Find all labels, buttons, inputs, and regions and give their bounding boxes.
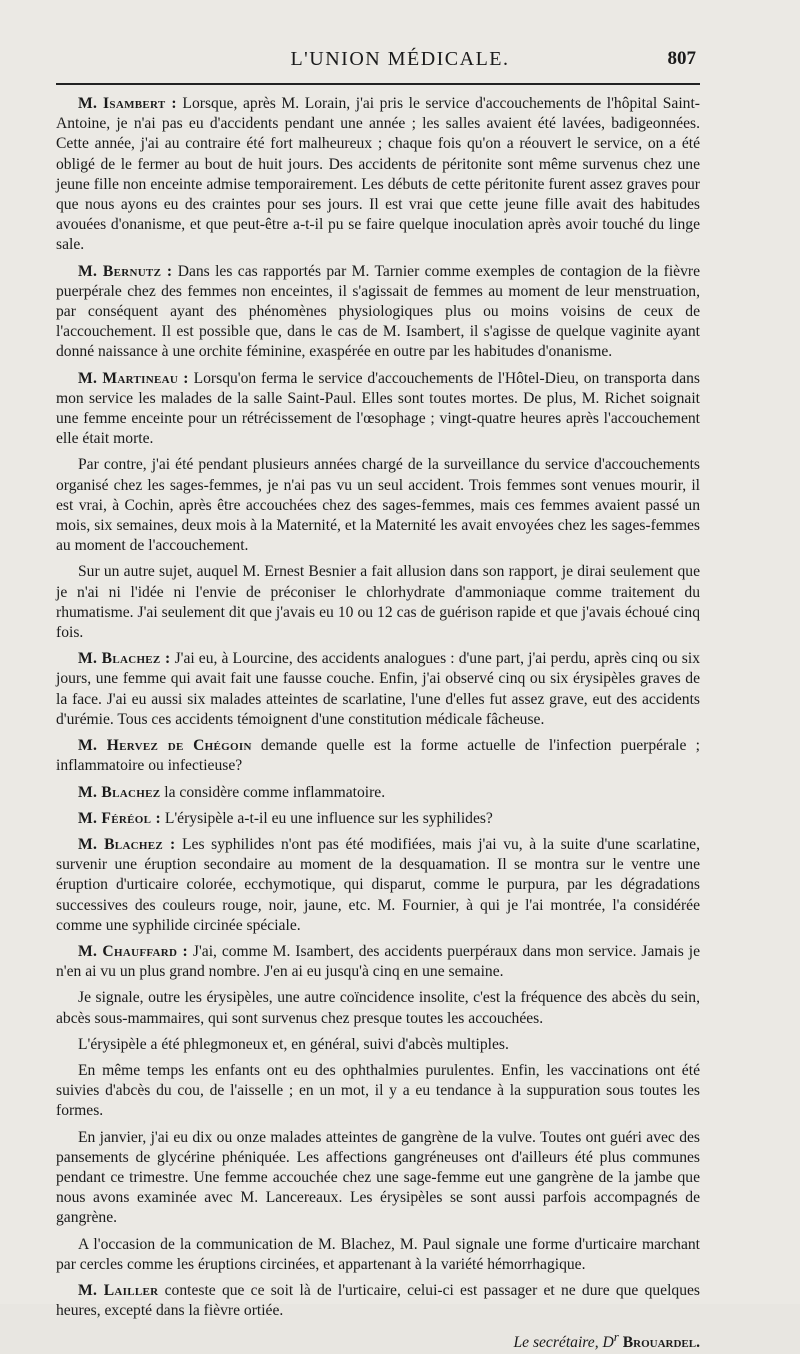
- speaker-name: M. Blachez: [78, 783, 161, 801]
- speaker-name: M. Chauffard :: [78, 942, 188, 960]
- paragraph: [56, 1128, 700, 1229]
- paragraph: [56, 1281, 700, 1321]
- text-body: [56, 94, 700, 1354]
- paragraph-text: Lorsqu'on ferma le service d'accouchements de l'Hôtel-Dieu, on transporta dans mon service les malades de la salle Saint-Paul. Elles sont toutes mortes. De plus, M. Richet soignait une femme enceinte pour un rétrécissement de l'œsophage ; vingt-quatre heures après l'accouchement elle était morte.: [56, 369, 701, 448]
- running-header: [0, 48, 800, 78]
- paragraph-list: [56, 94, 700, 1321]
- paragraph-text: Par contre, j'ai été pendant plusieurs années chargé de la surveillance du service d'accouchements organisé chez les sages-femmes, je n'ai pas vu un seul accident. Trois femmes sont venues mourir, il est vrai, à Cochin, après être accouchées chez des sages-femmes, mais ces femmes avaient passé un mois, six semaines, deux mois à la Maternité, et la Maternité les avait envoyées chez les sages-femmes au moment de l'accouchement.: [56, 456, 700, 555]
- speaker-name: M. Féréol :: [78, 809, 161, 827]
- paragraph: [56, 562, 700, 643]
- journal-title: L'UNION MÉDICALE.: [290, 48, 510, 70]
- header-rule: [56, 83, 700, 85]
- paragraph: [56, 736, 700, 776]
- signature: [56, 1327, 700, 1353]
- paragraph: [56, 649, 700, 730]
- paragraph-text: conteste que ce soit là de l'urticaire, celui-ci est passager et ne dure que quelques heures, excepté dans la fièvre ortiée.: [56, 1281, 700, 1320]
- signature-label: Le secrétaire, D: [513, 1334, 614, 1352]
- paragraph: [56, 988, 700, 1028]
- speaker-name: M. Bernutz :: [78, 262, 173, 280]
- paragraph: [56, 835, 700, 936]
- paragraph-text: L'érysipèle a été phlegmoneux et, en général, suivi d'abcès multiples.: [78, 1035, 509, 1053]
- paragraph: [56, 809, 700, 829]
- speaker-name: M. Blachez :: [78, 835, 176, 853]
- paragraph-text: Lorsque, après M. Lorain, j'ai pris le service d'accouchements de l'hôpital Saint-Antoine, je n'ai pas eu d'accidents pendant une année ; les salles avaient été lavées, badigeonnées. Cette année, j'ai au contraire été fort malheureux ; chaque fois qu'on a réouvert le service, on a été obligé de le fermer au bout de huit jours. Des accidents de péritonite sont même survenus chez une jeune fille non enceinte admise temporairement. Les débuts de cette péritonite furent assez graves pour que nous ayons eu des craintes pour ses jours. Il est vrai que cette jeune fille avait des habitudes avouées d'onanisme, et que peut-être a-t-il pu se faire quelque inoculation après avoir touché du linge sale.: [56, 95, 701, 254]
- paragraph: [56, 1235, 700, 1275]
- paragraph-text: la considère comme inflammatoire.: [160, 783, 386, 801]
- signature-sup: r: [613, 1329, 619, 1345]
- paragraph-text: J'ai eu, à Lourcine, des accidents analogues : d'une part, j'ai perdu, après cinq ou six jours, une femme qui avait fait une fausse couche. Enfin, j'ai observé cinq ou six érysipèles graves de la face. J'ai eu aussi six malades atteintes de scarlatine, l'une d'elles fut assez grave, eut des accidents d'urémie. Tous ces accidents témoignent d'une constitution médicale fâcheuse.: [56, 650, 701, 728]
- speaker-name: M. Martineau :: [78, 369, 189, 387]
- speaker-name: M. Hervez de Chégoin: [78, 737, 252, 755]
- paragraph-text: demande quelle est la forme actuelle de l'infection puerpérale ; inflammatoire ou infectieuse?: [56, 737, 700, 775]
- paragraph-text: L'érysipèle a-t-il eu une influence sur les syphilides?: [160, 809, 493, 827]
- signature-name: Brouardel.: [618, 1334, 700, 1352]
- paragraph: [56, 783, 700, 803]
- paragraph-text: Dans les cas rapportés par M. Tarnier comme exemples de contagion de la fièvre puerpérale chez des femmes non enceintes, il s'agissait de femmes au moment de leur menstruation, par conséquent ayant des phénomènes physiologiques plus ou moins voisins de ceux de l'accouchement. Il est possible que, dans le cas de M. Isambert, il s'agisse de quelque vaginite ayant donné naissance à une orchite féminine, exaspérée en outre par les habitudes d'onanisme.: [56, 262, 701, 361]
- paragraph: [56, 94, 700, 256]
- speaker-name: M. Blachez :: [78, 650, 171, 668]
- paragraph-text: A l'occasion de la communication de M. Blachez, M. Paul signale une forme d'urticaire marchant par cercles comme les éruptions circinées, et appartenant à la variété hémorrhagique.: [56, 1235, 700, 1273]
- speaker-name: M. Lailler: [78, 1281, 159, 1299]
- paragraph: [56, 1035, 700, 1055]
- paragraph: [56, 262, 700, 363]
- paragraph-text: En même temps les enfants ont eu des ophthalmies purulentes. Enfin, les vaccinations ont été suivies d'abcès du cou, de l'aisselle ; en un mot, il y a eu tendance à la suppuration sous toutes les formes.: [56, 1061, 700, 1120]
- paragraph: [56, 369, 700, 450]
- paragraph-text: Sur un autre sujet, auquel M. Ernest Besnier a fait allusion dans son rapport, je dirai seulement que je n'ai ni l'idée ni l'envie de préconiser le chlorhydrate d'ammoniaque comme traitement du rhumatisme. J'ai seulement dit que j'avais eu 10 ou 12 cas de guérison rapide et que j'avais échoué cinq fois.: [56, 563, 700, 642]
- page-number: 807: [667, 48, 696, 69]
- paragraph-text: Les syphilides n'ont pas été modifiées, mais j'ai vu, à la suite d'une scarlatine, survenir une éruption secondaire au moment de la desquamation. Il se montra sur le ventre une éruption d'urticaire colorée, ecchymotique, qui disparut, comme le purpura, par les dégradations successives des couleurs rouge, noir, jaune, etc. M. Fournier, à qui je l'ai montrée, l'a considérée comme une syphilide circinée spéciale.: [56, 835, 700, 934]
- paragraph: [56, 942, 700, 982]
- paragraph-text: Je signale, outre les érysipèles, une autre coïncidence insolite, c'est la fréquence des abcès du sein, abcès sous-mammaires, qui sont survenus chez presque toutes les accouchées.: [56, 989, 700, 1027]
- paragraph: [56, 1061, 700, 1122]
- paragraph-text: En janvier, j'ai eu dix ou onze malades atteintes de gangrène de la vulve. Toutes ont guéri avec des pansements de glycérine phéniquée. Les affections gangréneuses ont d'ailleurs été plus communes pendant ce trimestre. Une femme accouchée chez une sage-femme eut une gangrène de la jambe que nous avons examinée avec M. Lancereaux. Les érysipèles se sont aussi parfois accompagnés de gangrène.: [56, 1128, 700, 1227]
- paragraph: [56, 455, 700, 556]
- paragraph-text: J'ai, comme M. Isambert, des accidents puerpéraux dans mon service. Jamais je n'en ai vu un plus grand nombre. J'en ai eu jusqu'à cinq en une semaine.: [56, 942, 700, 981]
- speaker-name: M. Isambert :: [78, 95, 177, 112]
